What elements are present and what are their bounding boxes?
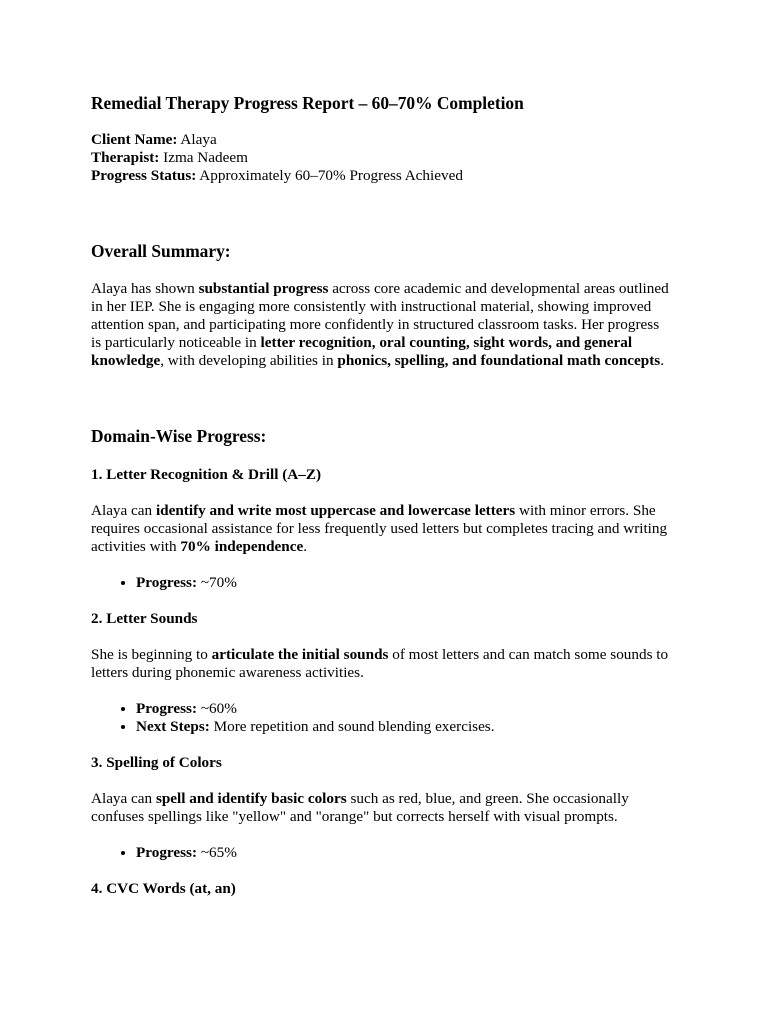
section-letter-sounds-list: [91, 700, 673, 736]
s2-text-2: of most letters and can match some sounds to letters during phonemic awareness activities.: [91, 646, 669, 681]
list-item: [136, 574, 673, 592]
s1-bold-1: identify and write most uppercase and lowercase letters: [155, 502, 516, 519]
section-letter-recognition-heading: 1. Letter Recognition & Drill (A–Z): [91, 466, 322, 483]
progress-value: ~60%: [197, 700, 237, 717]
therapist-value: Izma Nadeem: [159, 149, 248, 166]
section-letter-sounds-heading: 2. Letter Sounds: [91, 610, 198, 627]
s2-bold-1: articulate the initial sounds: [211, 646, 389, 663]
progress-value: ~70%: [197, 574, 237, 591]
s1-text-2: with minor errors. She requires occasional assistance for less frequently used letters but completes tracing and writing activities with: [91, 502, 668, 555]
progress-status-line: [91, 167, 673, 185]
s3-bold-1: spell and identify basic colors: [155, 790, 347, 807]
next-steps-label: Next Steps:: [136, 718, 210, 735]
progress-status-label: Progress Status:: [91, 167, 197, 184]
summary-text-4: .: [660, 352, 664, 369]
therapist-label: Therapist:: [91, 149, 160, 166]
progress-label: Progress:: [136, 700, 198, 717]
overall-summary-paragraph: [91, 280, 673, 370]
summary-bold-1: substantial progress: [198, 280, 329, 297]
s1-text-3: .: [303, 538, 307, 555]
section-spelling-colors-list: [91, 844, 673, 862]
s2-text-1: She is beginning to: [91, 646, 212, 663]
summary-text-3: , with developing abilities in: [160, 352, 338, 369]
summary-text-2: across core academic and developmental areas outlined in her IEP. She is engaging more consistently with instructional material, showing improved attention span, and participating more confidently in structured classroom tasks. Her progress is particularly noticeable in: [91, 280, 669, 351]
progress-status-value: Approximately 60–70% Progress Achieved: [196, 167, 463, 184]
list-item: [136, 700, 673, 718]
therapist-line: [91, 149, 673, 167]
progress-label: Progress:: [136, 844, 198, 861]
domain-progress-heading: Domain-Wise Progress:: [91, 426, 267, 446]
section-spelling-colors-heading: 3. Spelling of Colors: [91, 754, 222, 771]
report-title: Remedial Therapy Progress Report – 60–70% Completion: [91, 93, 524, 113]
s1-text-1: Alaya can: [91, 502, 156, 519]
progress-label: Progress:: [136, 574, 198, 591]
section-letter-sounds-paragraph: [91, 646, 673, 682]
client-info: [91, 131, 673, 185]
client-name-line: [91, 131, 673, 149]
client-name-label: Client Name:: [91, 131, 178, 148]
summary-bold-2: letter recognition, oral counting, sight words, and general knowledge: [91, 334, 633, 369]
summary-bold-3: phonics, spelling, and foundational math concepts: [337, 352, 661, 369]
s3-text-1: Alaya can: [91, 790, 156, 807]
next-steps-value: More repetition and sound blending exercises.: [209, 718, 495, 735]
list-item: [136, 844, 673, 862]
progress-value: ~65%: [197, 844, 237, 861]
section-letter-recognition-paragraph: [91, 502, 673, 556]
document-body: [91, 92, 673, 898]
overall-summary-heading: Overall Summary:: [91, 241, 231, 261]
list-item: [136, 718, 673, 736]
section-letter-recognition-list: [91, 574, 673, 592]
s1-bold-2: 70% independence: [180, 538, 304, 555]
client-name-value: Alaya: [177, 131, 217, 148]
summary-text-1: Alaya has shown: [91, 280, 199, 297]
s3-text-2: such as red, blue, and green. She occasionally confuses spellings like "yellow" and "orange" but corrects herself with visual prompts.: [91, 790, 629, 825]
section-cvc-words-heading: 4. CVC Words (at, an): [91, 880, 236, 897]
section-spelling-colors-paragraph: [91, 790, 673, 826]
